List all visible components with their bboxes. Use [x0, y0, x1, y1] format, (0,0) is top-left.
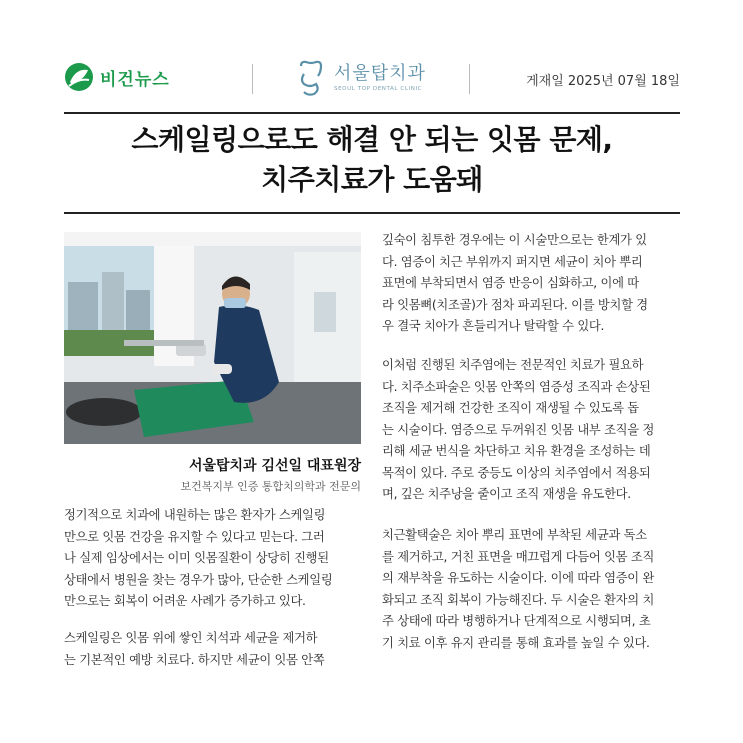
text-line: 라 잇몸뼈(치조골)가 점차 파괴된다. 이를 방치할 경: [382, 297, 648, 312]
vegan-news-wordmark: 비건뉴스: [100, 69, 170, 90]
text-line: 만으로 잇몸 건강을 유지할 수 있다고 믿는다. 그러: [64, 529, 325, 544]
text-line: 를 제거하고, 거친 표면을 매끄럽게 다듬어 잇몸 조직: [382, 549, 655, 564]
text-line: 나 실제 임상에서는 이미 잇몸질환이 상당히 진행된: [64, 551, 329, 565]
caption-doctor-name: 서울탑치과 김선일 대표원장: [188, 458, 361, 474]
tooth-icon: [296, 60, 326, 96]
header-divider-left: [252, 64, 253, 94]
text-line: 표면에 부착되면서 염증 반응이 심화하고, 이에 따: [382, 276, 639, 290]
text-line: 의 재부착을 유도하는 시술이다. 이에 따라 염증이 완: [382, 571, 655, 585]
body-paragraph-4: [382, 355, 654, 506]
headline-rule-bottom: [64, 212, 680, 214]
body-paragraph-1: [64, 505, 332, 613]
body-paragraph-5: [382, 525, 654, 654]
dentist-photo: [64, 232, 361, 444]
body-paragraph-2: [64, 628, 324, 671]
text-line: 깊숙이 침투한 경우에는 이 시술만으로는 한계가 있: [382, 233, 647, 247]
text-line: 목적이 있다. 주로 중등도 이상의 치주염에서 적용되: [382, 465, 651, 480]
text-line: 스케일링은 잇몸 위에 쌓인 치석과 세균을 제거하: [64, 631, 318, 645]
text-line: 다. 치주소파술은 잇몸 안쪽의 염증성 조직과 손상된: [382, 379, 651, 394]
masthead: [64, 56, 680, 102]
text-line: 우 결국 치아가 흔들리거나 탈락할 수 있다.: [382, 319, 605, 333]
header-divider-right: [469, 64, 470, 94]
text-line: 이처럼 진행된 치주염에는 전문적인 치료가 필요하: [382, 358, 644, 372]
vegan-news-leaf-icon: [64, 62, 94, 92]
caption-doctor-title: 보건복지부 인증 통합치의학과 전문의: [180, 480, 361, 493]
text-line: 는 시술이다. 염증으로 두꺼워진 잇몸 내부 조직을 정: [382, 422, 655, 437]
vegan-news-logo[interactable]: [64, 62, 170, 92]
seoul-top-dental-logo[interactable]: [296, 60, 426, 96]
text-line: 기 치료 이후 유지 관리를 통해 효과를 높일 수 있다.: [382, 635, 650, 650]
text-line: 상태에서 병원을 찾는 경우가 많아, 단순한 스케일링: [64, 572, 333, 587]
text-line: 는 기본적인 예방 치료다. 하지만 세균이 잇몸 안쪽: [64, 652, 325, 667]
text-line: 주 상태에 따라 병행하거나 단계적으로 시행되며, 초: [382, 614, 651, 628]
publication-date: 게재일 2025년 07월 18일: [526, 74, 680, 89]
dentist-photo-illustration: [64, 232, 361, 444]
text-line: 며, 깊은 치주낭을 줄이고 조직 재생을 유도한다.: [382, 487, 631, 501]
text-line: 리해 세균 번식을 차단하고 치유 환경을 조성하는 데: [382, 444, 651, 458]
headline-rule-top: [64, 112, 680, 114]
seoul-top-dental-name: 서울탑치과: [334, 63, 426, 84]
text-line: 화되고 조직 회복이 가능해진다. 두 시술은 환자의 치: [382, 592, 655, 607]
text-line: 정기적으로 치과에 내원하는 많은 환자가 스케일링: [64, 508, 326, 522]
headline-line-2: 치주치료가 도움돼: [261, 163, 483, 196]
headline-line-1: 스케일링으로도 해결 안 되는 잇몸 문제,: [131, 123, 613, 156]
body-paragraph-3: [382, 230, 648, 338]
text-line: 치근활택술은 치아 뿌리 표면에 부착된 세균과 독소: [382, 528, 647, 542]
seoul-top-dental-subtitle: SEOUL TOP DENTAL CLINIC: [334, 86, 423, 92]
article-headline: [64, 120, 680, 200]
text-line: 만으로는 회복이 어려운 사례가 증가하고 있다.: [64, 594, 306, 608]
text-line: 다. 염증이 치근 부위까지 퍼지면 세균이 치아 뿌리: [382, 254, 643, 269]
text-line: 조직을 제거해 건강한 조직이 재생될 수 있도록 돕: [382, 401, 639, 415]
